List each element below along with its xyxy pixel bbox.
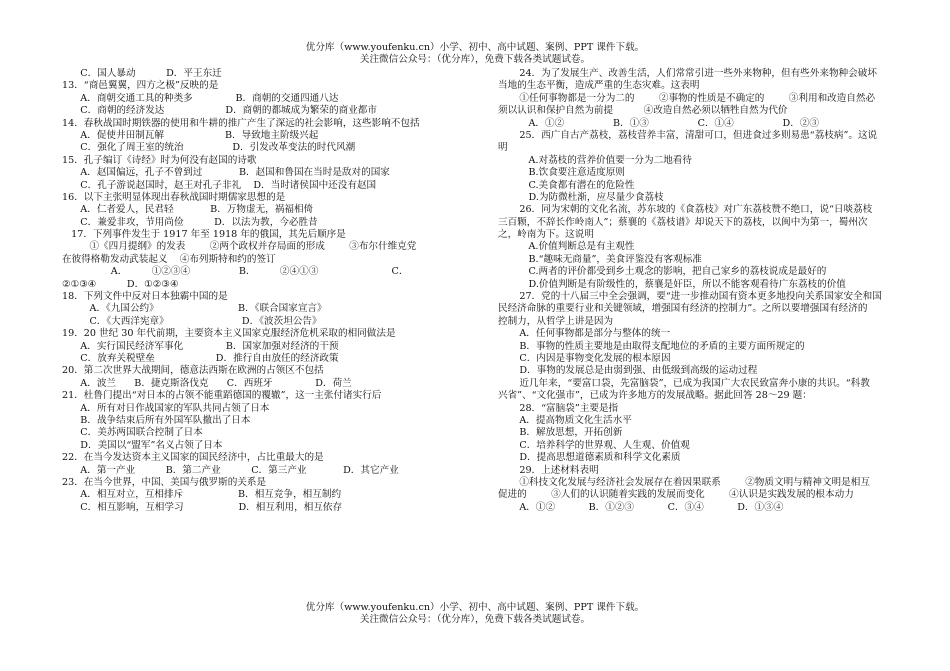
text-line: 16．以下主张明显体现出春秋战国时期儒家思想的是 [62, 191, 286, 203]
text-line: C.两者的评价都受到乡土观念的影响，把自己家乡的荔枝说成是最好的 [498, 266, 827, 278]
text-line: A．提高物质文化生活水平 [498, 414, 632, 426]
text-line: 27．党的十八届三中全会强调，要“进一步推动国有资本更多地投向关系国家安全和国 [498, 291, 882, 303]
text-line: B.饮食要注意适度原则 [498, 167, 625, 179]
text-line: A．仁者爱人，民君轻 B．万物虚无，祸福相倚 [62, 204, 314, 216]
text-line: A.对荔枝的营养价值要一分为二地看待 [498, 154, 692, 166]
text-line: 22．在当今发达资本主义国家的国民经济中，占比重最大的是 [62, 452, 324, 464]
text-line: A.价值判断总是有主观性 [498, 241, 635, 253]
text-line: C．孔子游说赵国时，赵王对孔子非礼 D．当时诸侯国中还没有赵国 [62, 179, 377, 191]
text-line: 三百颗，不辞长作岭南人”；蔡襄的《荔枝谱》却说天下的荔枝，以闽中为第一，蜀州次 [498, 216, 868, 228]
text-line: A．所有对日作战国家的军队共同占领了日本 [62, 402, 270, 414]
text-line: B．战争结束后所有外国军队撤出了日本 [62, 414, 251, 426]
text-line: B.“趣味无商量”，美食评鉴没有客观标准 [498, 253, 702, 265]
text-line: 25．西广自古产荔枝，荔枝营养丰富，清甜可口，但进食过多则易患“荔枝病”。这说 [498, 129, 878, 141]
text-line: A．实行国民经济军事化 B．国家加强对经济的干预 [62, 340, 339, 352]
text-line: 24．为了发展生产、改善生活，人们常常引进一些外来物种，但有些外来物种会破坏 [498, 68, 877, 79]
text-line: ②①③④ D．①②③④ [62, 278, 179, 290]
text-line: 在彼得格勒发动武装起义 ④布列斯特和约的签订 [62, 253, 276, 265]
text-line: A．波兰 B．捷克斯洛伐克 C．西班牙 D．荷兰 [62, 377, 352, 389]
text-line: 15．孔子编订《诗经》时为何没有赵国的诗歌 [62, 154, 257, 166]
text-line: D.价值判断是有阶级性的，蔡襄是奸臣，所以不能客观看待广东荔枝的价值 [498, 278, 846, 290]
text-line: A． ①②③④ B． ②④①③ C． [62, 266, 409, 278]
footer-line-2: 关注微信公众号：（优分库），免费下载各类试题试卷。 [359, 614, 591, 625]
text-line: A．第一产业 B．第二产业 C．第三产业 D．其它产业 [62, 464, 399, 476]
text-line: 17．下列事件发生于 1917 年至 1918 年的俄国，其先后顺序是 [62, 229, 346, 241]
text-line: A．促使井田制瓦解 B．导致地主阶级兴起 [62, 129, 319, 141]
text-line: C．内因是事物变化发展的根本原因 [498, 352, 671, 364]
text-line: A．相互对立，互相排斥 B．相互竞争，相互制约 [62, 489, 342, 501]
text-line: 26．同为宋朝的文化名流，苏东坡的《食荔枝》对广东荔枝赞不绝口，说“日啖荔枝 [498, 204, 873, 216]
right-column [498, 68, 918, 514]
text-line: ①任何事物都是一分为二的 ②事物的性质是不确定的 ③利用和改造自然必 [498, 92, 876, 104]
text-line: C．国人暴动 D．平王东迁 [62, 68, 222, 79]
text-line: 之，岭南为下。这说明 [498, 229, 594, 241]
text-line: D.为防微杜渐，应尽量少食荔枝 [498, 191, 664, 203]
text-line: A．①② B．①②③ C．③④ D．①③④ [498, 501, 784, 513]
text-line: 明 [498, 142, 508, 154]
text-line: A．《九国公约》 B．《联合国家宣言》 [62, 303, 327, 315]
text-line: 29．上述材料表明 [498, 464, 599, 476]
text-line: D．美国以“盟军”名义占领了日本 [62, 439, 223, 451]
text-line: C．美苏两国联合控制了日本 [62, 427, 203, 439]
header-line-2: 关注微信公众号：（优分库），免费下载各类试题试卷。 [359, 54, 591, 65]
text-line: C．兼爱非攻，节用尚俭 D．以法为教，今必胜昔 [62, 216, 318, 228]
text-line: A．任何事物都是部分与整体的统一 [498, 328, 671, 340]
text-line: C．放弃关税壁垒 D．推行自由放任的经济政策 [62, 352, 339, 364]
text-line: C．相互影响，互相学习 D．相互利用，相互依存 [62, 501, 343, 513]
text-line: 23．在当今世界，中国、美国与俄罗斯的关系是 [62, 476, 267, 488]
text-line: 19．20 世纪 30 年代前期，主要资本主义国家克服经济危机采取的相同做法是 [62, 328, 396, 340]
text-line: 18．下列文件中反对日本独霸中国的是 [62, 291, 228, 303]
text-line: 13．“商邑翼翼，四方之极”反映的是 [62, 80, 219, 92]
text-line: 兴省”、“文化强市”，已成为许多地方的发展战略。据此回答 28～29 题： [498, 390, 812, 402]
text-line: D．事物的发展总是由弱到强、由低级到高级的运动过程 [498, 365, 758, 377]
header-line-1: 优分库（www.youfenku.cn）小学、初中、高中试题、案例、PPT 课件下载。 [305, 42, 645, 53]
text-line: C．培养科学的世界观、人生观、价值观 [498, 439, 690, 451]
text-line: 促进的 ③人们的认识随着实践的发展而变化 ④认识是实践发展的根本动力 [498, 489, 854, 501]
text-line: C.美食都有潜在的危险性 [498, 179, 635, 191]
text-line: 近几年来，“要富口袋，先富脑袋”，已成为我国广大农民致富奔小康的共识。“科教 [498, 377, 870, 389]
text-line: 须以认识和保护自然为前提 ④改造自然必须以牺牲自然为代价 [498, 105, 788, 117]
text-line: A．①② B．①③ C．①④ D．②③ [498, 117, 820, 129]
text-line: C．商朝的经济发达 D．商朝的都城成为繁荣的商业都市 [62, 105, 377, 117]
text-line: 控制力，从哲学上讲是因为 [498, 315, 614, 327]
text-line: D．提高思想道德素质和科学文化素质 [498, 452, 681, 464]
text-line: ①《四月提纲》的发表 ②两个政权并存局面的形成 ③布尔什维克党 [62, 241, 417, 253]
text-line: ①科技文化发展与经济社会发展存在着因果联系 ②物质文明与精神文明是相互 [498, 476, 870, 488]
text-line: B．解放思想，开拓创新 [498, 427, 623, 439]
left-column [62, 68, 482, 514]
text-line: 14．春秋战国时期铁器的使用和牛耕的推广产生了深远的社会影响，这些影响不包括 [62, 117, 420, 129]
text-line: 21．杜鲁门提出“对日本的占领不能重蹈德国的覆辙”，这一主张付诸实行后 [62, 390, 382, 402]
text-line: B．事物的性质主要地是由取得支配地位的矛盾的主要方面所规定的 [498, 340, 805, 352]
text-line: 20．第二次世界大战期间，德意法西斯在欧洲的占领区不包括 [62, 365, 324, 377]
text-line: A．商朝交通工具的种类多 B．商朝的交通四通八达 [62, 92, 339, 104]
text-line: C．强化了周王室的统治 D．引发改革变法的时代风潮 [62, 142, 356, 154]
text-line: 民经济命脉的重要行业和关键领域，增强国有经济的控制力”。之所以要增强国有经济的 [498, 303, 868, 315]
text-line: 28．“富脑袋”主要是指 [498, 402, 619, 414]
text-line: A．赵国偏远，孔子不曾到过 B．赵国和鲁国在当时是敌对的国家 [62, 167, 390, 179]
text-line: C．《大西洋宪章》 D．《波茨坦公告》 [62, 315, 322, 327]
text-line: 当地的生态平衡，造成严重的生态灾难。这表明 [498, 80, 700, 92]
footer-line-1: 优分库（www.youfenku.cn）小学、初中、高中试题、案例、PPT 课件下载。 [305, 602, 645, 613]
